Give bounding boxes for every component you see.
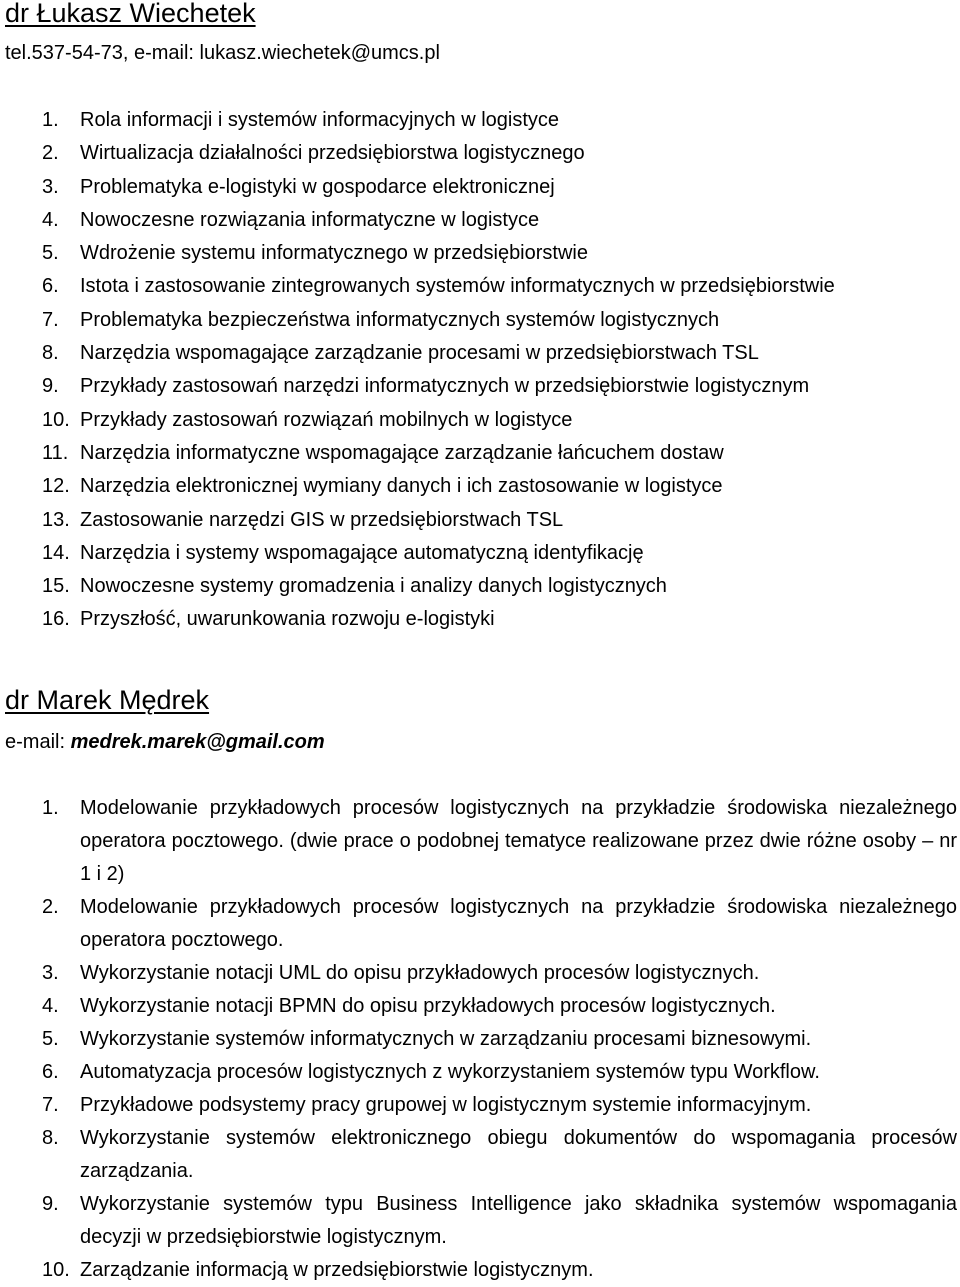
item-text: Wirtualizacja działalności przedsiębiorstwa logistycznego [80,142,585,165]
item-text: Przykłady zastosowań rozwiązań mobilnych w logistyce [80,408,573,431]
item-text: Problematyka e-logistyki w gospodarce elektronicznej [80,175,555,198]
person2-contact-label: e-mail: [5,731,71,753]
item-number: 1. [42,797,59,819]
item-number: 7. [42,1094,59,1116]
item-text: Wykorzystanie notacji BPMN do opisu przykładowych procesów logistycznych. [80,995,776,1017]
item-text: Przykładowe podsystemy pracy grupowej w logistycznym systemie informacyjnym. [80,1094,812,1116]
item-number: 13. [42,508,70,531]
item-text: Wykorzystanie systemów informatycznych w zarządzaniu procesami biznesowymi. [80,1028,812,1050]
item-text: Problematyka bezpieczeństwa informatycznych systemów logistycznych [80,308,720,331]
item-text: Wykorzystanie systemów elektronicznego obiegu dokumentów do wspomagania procesów zarządzania. [80,1127,957,1182]
person2-topic-list [0,792,960,1287]
item-text: Nowoczesne systemy gromadzenia i analizy danych logistycznych [80,575,667,598]
item-text: Wykorzystanie notacji UML do opisu przykładowych procesów logistycznych. [80,962,760,984]
item-text: Modelowanie przykładowych procesów logistycznych na przykładzie środowiska niezależnego operatora pocztowego. (dwie prace o podobnej tematyce realizowane przez dwie różne osoby – nr 1 i 2) [80,797,957,885]
item-number: 2. [42,142,59,165]
person1-contact: tel.537-54-73, e-mail: lukasz.wiechetek@umcs.pl [5,42,440,64]
list-item [0,990,957,1023]
item-number: 6. [42,1061,59,1083]
item-number: 9. [42,375,59,398]
item-number: 8. [42,342,59,365]
list-item [0,1089,957,1122]
item-text: Automatyzacja procesów logistycznych z wykorzystaniem systemów typu Workflow. [80,1061,820,1083]
item-number: 9. [42,1193,59,1215]
item-text: Przyszłość, uwarunkowania rozwoju e-logistyki [80,608,495,631]
list-item [0,792,957,891]
item-number: 2. [42,896,59,918]
item-number: 6. [42,275,59,298]
item-text: Wdrożenie systemu informatycznego w przedsiębiorstwie [80,242,588,265]
item-text: Narzędzia informatyczne wspomagające zarządzanie łańcuchem dostaw [80,441,724,464]
item-text: Wykorzystanie systemów typu Business Intelligence jako składnika systemów wspomagania decyzji w przedsiębiorstwie logistycznym. [80,1193,957,1248]
item-number: 7. [42,308,59,331]
item-number: 10. [42,408,70,431]
item-text: Modelowanie przykładowych procesów logistycznych na przykładzie środowiska niezależnego operatora pocztowego. [80,896,957,951]
item-number: 16. [42,608,70,631]
item-number: 14. [42,541,70,564]
item-text: Przykłady zastosowań narzędzi informatycznych w przedsiębiorstwie logistycznym [80,375,810,398]
item-number: 5. [42,1028,59,1050]
item-text: Narzędzia wspomagające zarządzanie procesami w przedsiębiorstwach TSL [80,342,759,365]
item-text: Istota i zastosowanie zintegrowanych systemów informatycznych w przedsiębiorstwie [80,275,835,298]
item-number: 3. [42,175,59,198]
person2-contact [5,732,325,752]
person2-email: medrek.marek@gmail.com [70,731,325,753]
item-number: 3. [42,962,59,984]
item-text: Zarządzanie informacją w przedsiębiorstwie logistycznym. [80,1259,594,1281]
list-item [0,1023,957,1056]
list-item [0,1254,957,1287]
item-number: 5. [42,242,59,265]
person1-name: dr Łukasz Wiechetek [5,0,256,28]
list-item [0,1122,957,1188]
item-number: 10. [42,1259,70,1281]
list-item [0,891,957,957]
item-text: Zastosowanie narzędzi GIS w przedsiębiorstwach TSL [80,508,564,531]
item-text: Narzędzia i systemy wspomagające automatyczną identyfikację [80,541,644,564]
person2-name: dr Marek Mędrek [5,685,210,715]
item-number: 4. [42,995,59,1017]
item-text: Rola informacji i systemów informacyjnych w logistyce [80,109,560,131]
item-number: 8. [42,1127,59,1149]
list-item [0,1056,957,1089]
item-number: 15. [42,575,70,598]
item-number: 1. [42,109,59,131]
item-number: 11. [42,441,69,464]
list-item [0,1188,957,1254]
item-number: 12. [42,475,70,498]
item-text: Narzędzia elektronicznej wymiany danych i ich zastosowanie w logistyce [80,475,723,498]
list-item [0,957,957,990]
item-text: Nowoczesne rozwiązania informatyczne w logistyce [80,208,540,231]
item-number: 4. [42,208,59,231]
